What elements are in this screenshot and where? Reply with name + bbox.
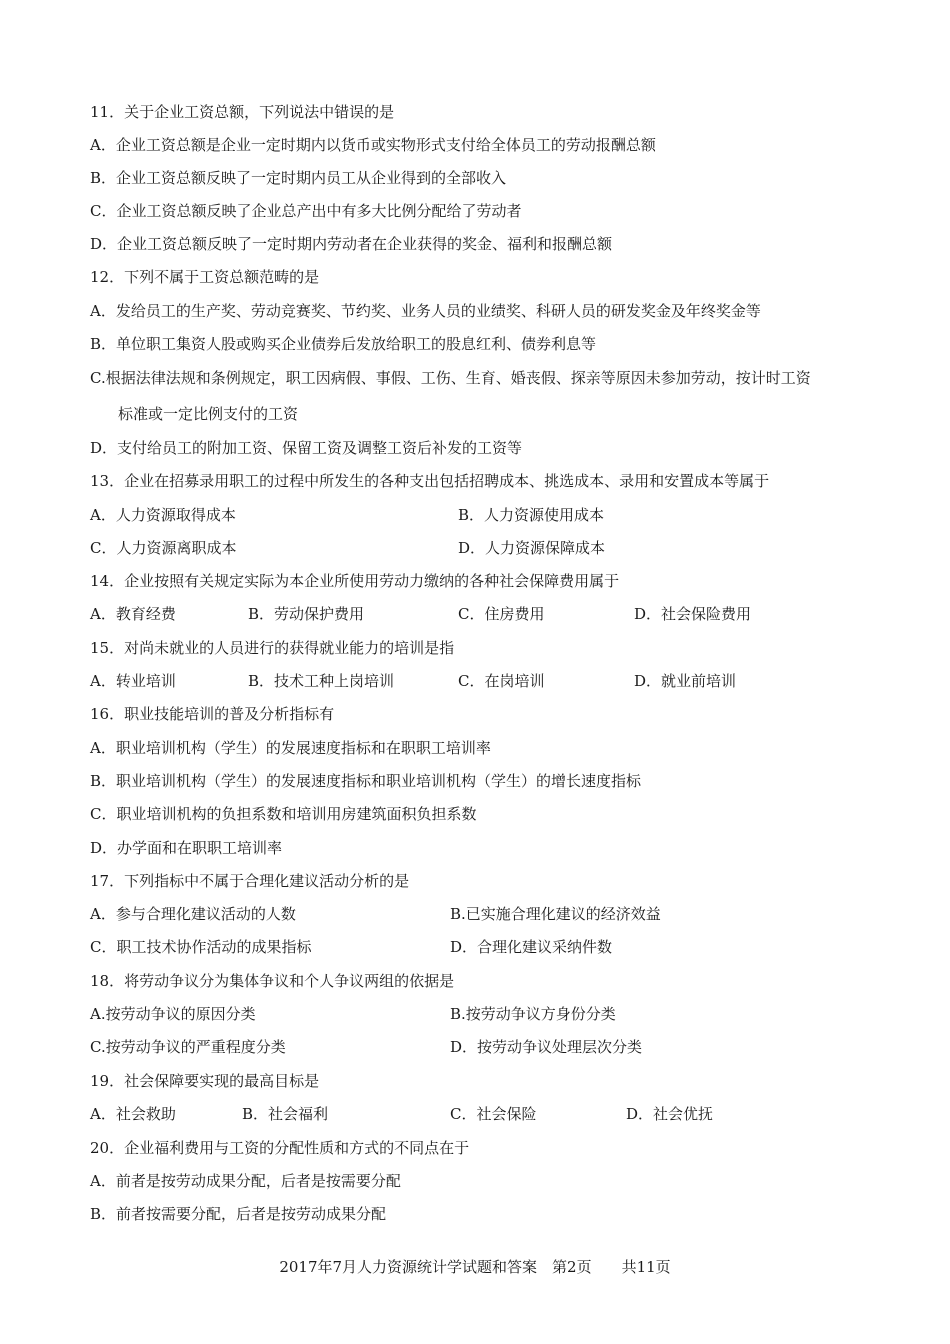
question-16-stem: 16．职业技能培训的普及分析指标有 [90,705,335,723]
question-15-option-c: C．在岗培训 [458,672,545,690]
question-16-option-d: D．办学面和在职职工培训率 [90,839,283,857]
question-15-option-d: D．就业前培训 [634,672,737,690]
question-18-option-c: C.按劳动争议的严重程度分类 [90,1038,286,1056]
question-13-option-a: A．人力资源取得成本 [90,506,236,524]
question-16-option-b: B．职业培训机构（学生）的发展速度指标和职业培训机构（学生）的增长速度指标 [90,772,642,790]
question-20-option-b: B．前者按需要分配，后者是按劳动成果分配 [90,1205,387,1223]
question-19-option-d: D．社会优抚 [626,1105,714,1123]
question-12-option-b: B．单位职工集资人股或购买企业债券后发放给职工的股息红利、债券利息等 [90,335,597,353]
question-13-stem: 13．企业在招募录用职工的过程中所发生的各种支出包括招聘成本、挑选成本、录用和安置成本等属于 [90,472,770,490]
question-17-stem: 17．下列指标中不属于合理化建议活动分析的是 [90,872,410,890]
question-12-stem: 12．下列不属于工资总额范畴的是 [90,268,320,286]
question-14-option-d: D．社会保险费用 [634,605,752,623]
question-17-option-a: A．参与合理化建议活动的人数 [90,905,296,923]
question-14-option-a: A．教育经费 [90,605,176,623]
question-11-option-b: B．企业工资总额反映了一定时期内员工从企业得到的全部收入 [90,169,507,187]
question-15-option-b: B．技术工种上岗培训 [248,672,395,690]
question-11-option-c: C．企业工资总额反映了企业总产出中有多大比例分配给了劳动者 [90,202,522,220]
question-11-option-d: D．企业工资总额反映了一定时期内劳动者在企业获得的奖金、福利和报酬总额 [90,235,613,253]
question-13-option-d: D．人力资源保障成本 [458,539,606,557]
question-12-option-a: A．发给员工的生产奖、劳动竞赛奖、节约奖、业务人员的业绩奖、科研人员的研发奖金及年终奖金等 [90,302,761,320]
question-13-option-c: C．人力资源离职成本 [90,539,237,557]
question-18-option-d: D．按劳动争议处理层次分类 [450,1038,643,1056]
question-12-option-c: C.根据法律法规和条例规定，职工因病假、事假、工伤、生育、婚丧假、探亲等原因未参加劳动，按计时工资 [90,369,811,387]
question-19-option-b: B．社会福利 [242,1105,329,1123]
question-18-option-a: A.按劳动争议的原因分类 [90,1005,256,1023]
question-12-option-d: D．支付给员工的附加工资、保留工资及调整工资后补发的工资等 [90,439,523,457]
question-17-option-c: C．职工技术协作活动的成果指标 [90,938,312,956]
question-18-option-b: B.按劳动争议方身份分类 [450,1005,616,1023]
question-15-option-a: A．转业培训 [90,672,176,690]
question-19-option-a: A．社会救助 [90,1105,176,1123]
question-17-option-b: B.已实施合理化建议的经济效益 [450,905,661,923]
question-20-stem: 20．企业福利费用与工资的分配性质和方式的不同点在于 [90,1139,470,1157]
question-15-stem: 15．对尚未就业的人员进行的获得就业能力的培训是指 [90,639,455,657]
question-14-stem: 14．企业按照有关规定实际为本企业所使用劳动力缴纳的各种社会保障费用属于 [90,572,620,590]
question-19-option-c: C．社会保险 [450,1105,537,1123]
question-12-option-c-continued: 标准或一定比例支付的工资 [118,405,299,423]
question-16-option-c: C．职业培训机构的负担系数和培训用房建筑面积负担系数 [90,805,477,823]
question-14-option-c: C．住房费用 [458,605,545,623]
page-footer: 2017年7月人力资源统计学试题和答案 第2页 共11页 [279,1258,671,1276]
question-16-option-a: A．职业培训机构（学生）的发展速度指标和在职职工培训率 [90,739,491,757]
question-18-stem: 18．将劳动争议分为集体争议和个人争议两组的依据是 [90,972,455,990]
question-19-stem: 19．社会保障要实现的最高目标是 [90,1072,320,1090]
question-11-stem: 11．关于企业工资总额，下列说法中错误的是 [90,103,395,121]
question-17-option-d: D．合理化建议采纳件数 [450,938,613,956]
question-13-option-b: B．人力资源使用成本 [458,506,605,524]
question-14-option-b: B．劳动保护费用 [248,605,365,623]
question-11-option-a: A．企业工资总额是企业一定时期内以货币或实物形式支付给全体员工的劳动报酬总额 [90,136,656,154]
question-20-option-a: A．前者是按劳动成果分配，后者是按需要分配 [90,1172,401,1190]
